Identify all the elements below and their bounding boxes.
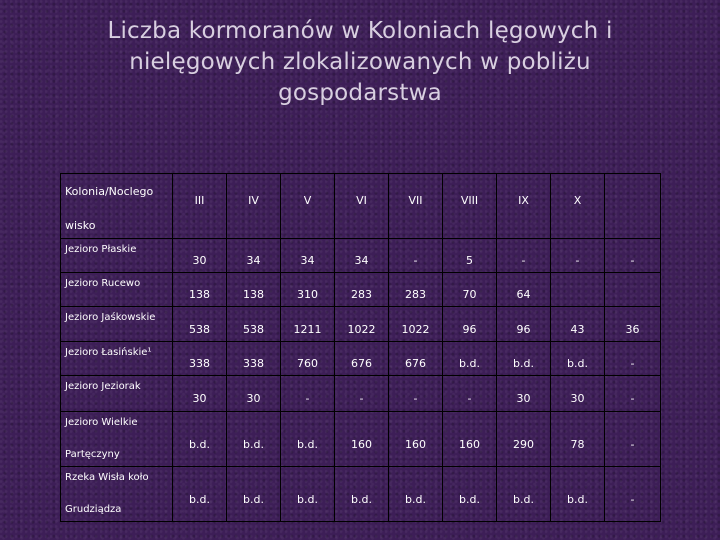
header-month-label: IV [248, 193, 259, 207]
title-line-1: Liczba kormoranów w Koloniach lęgowych i [107, 18, 613, 44]
value-cell [173, 412, 227, 467]
row-name-line-1: Jezioro Łasińskie¹ [65, 347, 152, 358]
value-cell [443, 342, 497, 376]
value-cell [497, 307, 551, 342]
value-cell [389, 273, 443, 307]
cell-value: 34 [246, 254, 261, 267]
value-cell [335, 239, 389, 273]
title-line-2: nielęgowych zlokalizowanych w pobliżu [129, 49, 591, 75]
cell-value: - [630, 254, 635, 267]
row-name-line-1: Jezioro Jeziorak [65, 381, 141, 392]
cell-value: 160 [405, 437, 426, 451]
value-cell [443, 376, 497, 412]
value-cell [173, 467, 227, 522]
row-name-line-1: Jezioro Płaskie [65, 244, 137, 255]
value-cell [551, 467, 605, 522]
table-row [61, 376, 661, 412]
row-name-line-1: Jezioro Rucewo [65, 278, 141, 289]
cell-value: 1211 [293, 322, 322, 336]
cell-value: 43 [570, 322, 585, 336]
cell-value: 5 [466, 254, 473, 267]
value-cell [551, 273, 605, 307]
cell-value: 160 [351, 437, 372, 451]
cell-value: - [413, 254, 418, 267]
value-cell [389, 307, 443, 342]
cell-value: 290 [513, 437, 534, 451]
header-month-cell [389, 174, 443, 239]
table-row [61, 467, 661, 522]
header-month-cell [281, 174, 335, 239]
cell-value: 34 [300, 254, 315, 267]
value-cell [227, 307, 281, 342]
value-cell [605, 342, 661, 376]
value-cell [335, 342, 389, 376]
cell-value: b.d. [567, 492, 588, 506]
cell-value: b.d. [243, 492, 264, 506]
value-cell [335, 376, 389, 412]
cell-value: 30 [192, 254, 207, 267]
row-name-cell [61, 376, 173, 412]
cell-value: 538 [189, 322, 210, 336]
value-cell [389, 376, 443, 412]
row-name-cell [61, 307, 173, 342]
value-cell [227, 376, 281, 412]
value-cell [497, 412, 551, 467]
value-cell [173, 307, 227, 342]
value-cell [227, 412, 281, 467]
cell-value: b.d. [243, 437, 264, 451]
value-cell [335, 412, 389, 467]
header-month-label: VII [408, 193, 423, 207]
value-cell [497, 467, 551, 522]
table-row [61, 307, 661, 342]
cell-value: - [413, 392, 418, 405]
value-cell [281, 467, 335, 522]
cell-value: - [630, 437, 635, 451]
value-cell [443, 239, 497, 273]
value-cell [389, 342, 443, 376]
value-cell [551, 412, 605, 467]
cell-value: b.d. [189, 437, 210, 451]
cell-value: 160 [459, 437, 480, 451]
cell-value: - [630, 392, 635, 405]
value-cell [335, 467, 389, 522]
value-cell [605, 307, 661, 342]
cell-value: 138 [243, 288, 264, 301]
value-cell [497, 273, 551, 307]
value-cell [173, 239, 227, 273]
value-cell [173, 273, 227, 307]
row-name-line-2: Partęczyny [65, 449, 120, 460]
value-cell [389, 412, 443, 467]
header-name-line-1: Kolonia/Noclego [65, 185, 154, 198]
header-month-label: IX [518, 193, 529, 207]
value-cell [605, 239, 661, 273]
value-cell [443, 467, 497, 522]
value-cell [281, 342, 335, 376]
row-name-cell [61, 273, 173, 307]
title-line-3: gospodarstwa [278, 80, 442, 106]
cell-value: 78 [570, 437, 585, 451]
value-cell [227, 239, 281, 273]
header-month-label: VIII [460, 193, 479, 207]
value-cell [335, 307, 389, 342]
value-cell [605, 376, 661, 412]
cell-value: b.d. [405, 492, 426, 506]
cell-value: b.d. [351, 492, 372, 506]
header-month-cell [605, 174, 661, 239]
value-cell [173, 342, 227, 376]
cell-value: b.d. [297, 437, 318, 451]
value-cell [551, 376, 605, 412]
row-name-cell [61, 412, 173, 467]
value-cell [605, 412, 661, 467]
value-cell [497, 376, 551, 412]
value-cell [227, 467, 281, 522]
cell-value: b.d. [459, 492, 480, 506]
header-month-cell [497, 174, 551, 239]
value-cell [551, 307, 605, 342]
cell-value: 310 [297, 288, 318, 301]
header-month-label: III [194, 193, 205, 207]
row-name-cell [61, 467, 173, 522]
value-cell [551, 342, 605, 376]
cell-value: 676 [405, 357, 426, 370]
header-month-cell [335, 174, 389, 239]
value-cell [227, 273, 281, 307]
cell-value: 30 [570, 392, 585, 405]
header-name-cell [61, 174, 173, 239]
cormorant-table [60, 173, 661, 522]
cell-value: b.d. [513, 357, 534, 370]
row-name-line-1: Jezioro Wielkie [65, 417, 138, 428]
header-name-line-2: wisko [65, 219, 96, 232]
cell-value: 1022 [347, 322, 376, 336]
value-cell [389, 467, 443, 522]
cell-value: 538 [243, 322, 264, 336]
cell-value: 34 [354, 254, 369, 267]
row-name-cell [61, 342, 173, 376]
value-cell [281, 412, 335, 467]
value-cell [497, 342, 551, 376]
cell-value: - [521, 254, 526, 267]
value-cell [443, 412, 497, 467]
value-cell [443, 273, 497, 307]
cell-value: - [305, 392, 310, 405]
cell-value: 36 [625, 322, 640, 336]
cell-value: 96 [462, 322, 477, 336]
cell-value: 30 [516, 392, 531, 405]
value-cell [497, 239, 551, 273]
header-month-label: X [573, 193, 582, 207]
cell-value: - [630, 357, 635, 370]
table-row [61, 239, 661, 273]
value-cell [551, 239, 605, 273]
header-month-cell [173, 174, 227, 239]
row-name-line-1: Rzeka Wisła koło [65, 472, 149, 483]
cell-value: 96 [516, 322, 531, 336]
cell-value: 338 [189, 357, 210, 370]
cell-value: b.d. [459, 357, 480, 370]
value-cell [173, 376, 227, 412]
cell-value: 30 [192, 392, 207, 405]
value-cell [605, 467, 661, 522]
header-month-cell [551, 174, 605, 239]
cell-value: 70 [462, 288, 477, 301]
header-month-label: VI [356, 193, 367, 207]
cell-value: - [575, 254, 580, 267]
cell-value: - [467, 392, 472, 405]
value-cell [335, 273, 389, 307]
value-cell [389, 239, 443, 273]
cell-value: 1022 [401, 322, 430, 336]
table-row [61, 273, 661, 307]
table-row [61, 412, 661, 467]
cell-value: 283 [405, 288, 426, 301]
cell-value: 64 [516, 288, 531, 301]
value-cell [281, 273, 335, 307]
value-cell [227, 342, 281, 376]
header-month-cell [443, 174, 497, 239]
cell-value: - [630, 492, 635, 506]
cell-value: - [359, 392, 364, 405]
cell-value: b.d. [567, 357, 588, 370]
value-cell [281, 376, 335, 412]
cell-value: 138 [189, 288, 210, 301]
row-name-cell [61, 239, 173, 273]
cell-value: b.d. [297, 492, 318, 506]
slide-title [60, 16, 660, 109]
cell-value: b.d. [189, 492, 210, 506]
cell-value: 338 [243, 357, 264, 370]
row-name-line-1: Jezioro Jaśkowskie [65, 312, 156, 323]
value-cell [281, 239, 335, 273]
table-row [61, 342, 661, 376]
cell-value: 676 [351, 357, 372, 370]
row-name-line-2: Grudziądza [65, 504, 122, 515]
value-cell [443, 307, 497, 342]
header-month-label: V [303, 193, 312, 207]
header-month-cell [227, 174, 281, 239]
cell-value: b.d. [513, 492, 534, 506]
cell-value: 760 [297, 357, 318, 370]
cell-value: 283 [351, 288, 372, 301]
cell-value: 30 [246, 392, 261, 405]
value-cell [281, 307, 335, 342]
table-header-row [61, 174, 661, 239]
value-cell [605, 273, 661, 307]
